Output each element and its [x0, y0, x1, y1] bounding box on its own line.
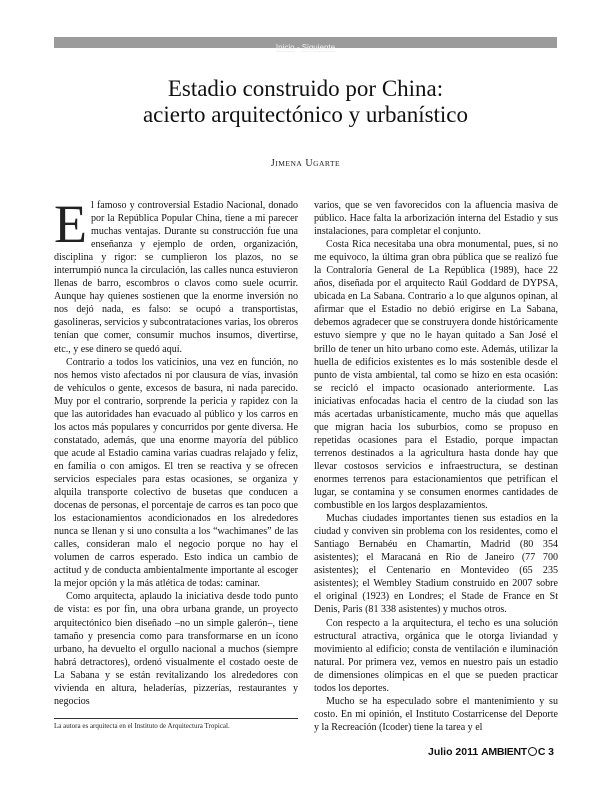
drop-cap: E	[54, 194, 87, 254]
nav-link-siguiente[interactable]: Siguiente	[301, 43, 336, 52]
author-name	[54, 158, 557, 169]
article-title	[54, 76, 557, 128]
title-line-1: Estadio construido por China:	[167, 76, 444, 101]
page-footer	[428, 746, 554, 758]
title-line-2: acierto arquitectónico y urbanístico	[142, 102, 469, 127]
paragraph: Costa Rica necesitaba una obra monumental, pues, si no me equivoco, la última gran obra pública que se realizó fue la Contraloría General de La República (1989), hace 22 años, diseñada por el arquitecto Raúl Goddard de DYPSA, ubicada en La Sabana. Contrario a lo que algunos opinan, al afirmar que el Estadio no debió erigirse en La Sabana, debemos agradecer que se construyera donde históricamente estuvo siempre y que no le hayan quitado a San José el brillo de tener un hito urbano como este. Además, utilizar la huella de edificios existentes es lo más sostenible desde el punto de vista ambiental, tal como se hizo en esta ocasión: se recicló el impacto ocasionado anteriormente. Las iniciativas enfocadas hacia el centro de la ciudad son las más acertadas urbanísticamente, mucho más que aquellas que migran hacia los suburbios, como se propuso en repetidas ocasiones para el Estadio, porque impactan terrenos destinados a la agricultura hasta donde hay que llevar costosos servicios e infraestructura, se destinan enormes terrenos para estacionamientos que petrifican el lugar, se contamina y se consumen enormes cantidades de combustible en los largos desplazamientos.	[314, 239, 558, 512]
footer-date: Julio 2011	[428, 746, 479, 758]
footnote: La autora es arquitecta en el Instituto de Arquitectura Tropical.	[54, 722, 230, 730]
author-last-initial: U	[305, 158, 314, 169]
magazine-logo	[481, 746, 545, 758]
navigation-bar	[54, 37, 557, 52]
logo-text-a: AMBIENT	[481, 746, 527, 758]
page-number: 3	[548, 746, 554, 758]
nav-separator: -	[294, 43, 302, 52]
paragraph: Muchas ciudades importantes tienen sus estadios en la ciudad y conviven sin problema con los residentes, como el Santiago Bernabéu en Chamartín, Madrid (80 354 asistentes); el Maracaná en Rio de Janeiro (77 700 asistentes); el Centenario en Montevideo (65 235 asistentes); el Wembley Stadium construido en 2007 sobre el original (1923) en Londres; el Stade de France en St Denis, Paris (81 338 asistentes) y muchos otros.	[314, 513, 558, 616]
paragraph: varios, que se ven favorecidos con la afluencia masiva de público. Hace falta la arborización interna del Estadio y sus instalaciones, para completar el conjunto.	[314, 200, 558, 238]
paragraph	[54, 194, 298, 356]
logo-o-icon	[528, 747, 537, 756]
left-column	[54, 194, 298, 708]
paragraph: Como arquitecta, aplaudo la iniciativa desde todo punto de vista: es por fin, una obra urbana grande, un proyecto arquitectónico bien diseñado –no un simple galerón–, tiene tamaño y presencia como para transformarse en un ícono urbano, ha devuelto el orgullo nacional a muchos (siempre habrá detractores), ordenó visualmente el costado oeste de La Sabana y se están revitalizando los alrededores con vivienda en altura, heladerías, pizzerías, restaurantes y negocios	[54, 591, 298, 707]
paragraph-text: l famoso y controversial Estadio Nacional, donado por la República Popular China, tiene a mi parecer muchas ventajas. Durante su construcción fue una enseñanza y ejemplo de orden, organización, disciplina y rigor: se cumplieron los plazos, no se interrumpió nunca la circulación, las calles nunca estuvieron llenas de barro, escombros o clavos como suele ocurrir. Aunque hay quienes sostienen que la enorme inversión no nos dejó nada, es falso: se ocupó a transportistas, gasolineras, servicios y subcontrataciones varias, los obreros tenían que comer, consumir muchos insumos, divertirse, etc., y ese dinero se quedó aquí.	[54, 200, 298, 355]
nav-link-inicio[interactable]: Inicio	[275, 43, 295, 52]
author-first-initial: J	[270, 158, 276, 169]
paragraph: Contrario a todos los vaticinios, una vez en función, no nos hemos visto afectados ni por clausura de vías, invasión de vehículos o gente, excesos de basura, ni nada parecido. Muy por el contrario, sorprende la pericia y rapidez con la que las autoridades han evacuado al público y los carros en los actos más populares y concurridos por gente diversa. He constatado, además, que una enorme mayoría del público que acude al Estadio camina varias cuadras relajado y feliz, en familia o con amigos. El tren se reactiva y se ofrecen servicios especiales para estas ocasiones, se organiza y alquila transporte colectivo de busetas que conducen a docenas de personas, el porcentaje de carros es tan poco que los estacionamientos acondicionados en los alrededores nunca se llenan y si uno consulta a los “wachimanes” de las calles, consideran malo el negocio porque no hay el volumen de carros esperado. Esto indica un cambio de actitud y de conducta ambientalmente importante al escoger la mejor opción y la más atlética de todas: caminar.	[54, 356, 298, 590]
paragraph: Con respecto a la arquitectura, el techo es una solución estructural atractiva, orgánica que le otorga liviandad y movimiento al edificio; consta de ventilación e iluminación natural. Por primera vez, vemos en nuestro país un estadio de dimensiones olímpicas en el que se pueden practicar todos los deportes.	[314, 617, 558, 694]
footnote-divider	[54, 718, 298, 719]
author-first-rest: IMENA	[275, 159, 303, 168]
logo-text-b: C	[537, 746, 546, 758]
paragraph: Mucho se ha especulado sobre el mantenimiento y su costo. En mi opinión, el Instituto Costarricense del Deporte y la Recreación (Icoder) tiene la tarea y el	[314, 695, 558, 733]
author-last-rest: GARTE	[313, 159, 341, 168]
right-column	[314, 199, 558, 734]
